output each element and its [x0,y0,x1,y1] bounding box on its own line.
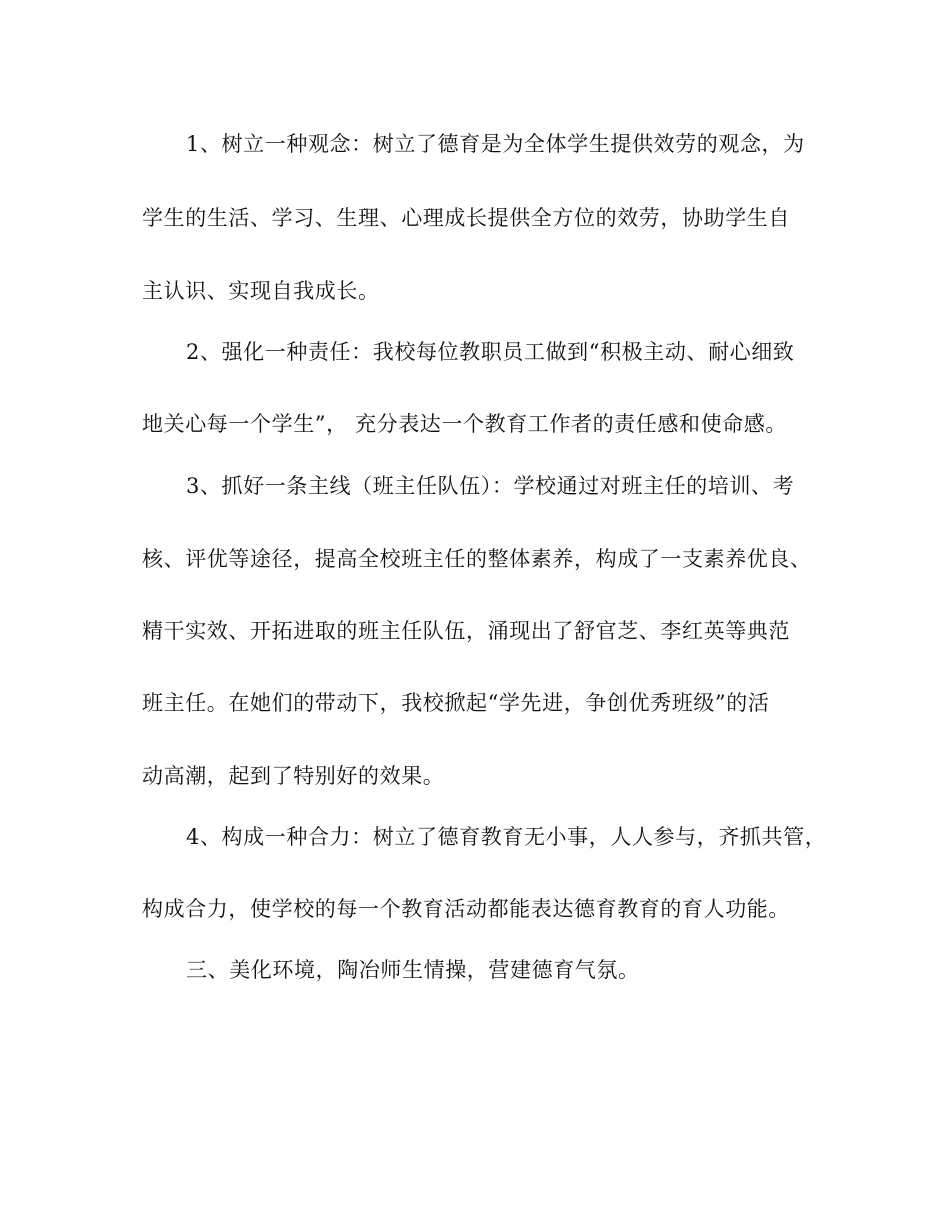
section-heading-3: 三、美化环境，陶冶师生情操，营建德育气氛。 [186,958,640,982]
paragraph-3-line-3: 精干实效、开拓进取的班主任队伍，涌现出了舒官芝、李红英等典范 [142,619,790,643]
paragraph-3-line-2: 核、评优等途径，提高全校班主任的整体素养，构成了一支素养优良、 [142,547,812,571]
paragraph-3-line-5: 动高潮，起到了特别好的效果。 [142,764,445,788]
paragraph-2-line-1: 2、强化一种责任：我校每位教职员工做到“积极主动、耐心细致 [186,340,795,364]
paragraph-4-line-2: 构成合力，使学校的每一个教育活动都能表达德育教育的育人功能。 [142,897,790,921]
paragraph-1-line-1: 1、树立一种观念：树立了德育是为全体学生提供效劳的观念，为 [186,132,805,156]
paragraph-1-line-2: 学生的生活、学习、生理、心理成长提供全方位的效劳，协助学生自 [142,206,790,230]
paragraph-3-line-4: 班主任。在她们的带动下，我校掀起“学先进，争创优秀班级”的活 [142,691,770,715]
paragraph-3-line-1: 3、抓好一条主线（班主任队伍）：学校通过对班主任的培训、考 [186,474,795,498]
paragraph-2-line-2: 地关心每一个学生”， 充分表达一个教育工作者的责任感和使命感。 [142,412,788,436]
paragraph-1-line-3: 主认识、实现自我成长。 [142,279,380,303]
paragraph-4-line-1: 4、构成一种合力：树立了德育教育无小事，人人参与，齐抓共管， [186,825,827,849]
